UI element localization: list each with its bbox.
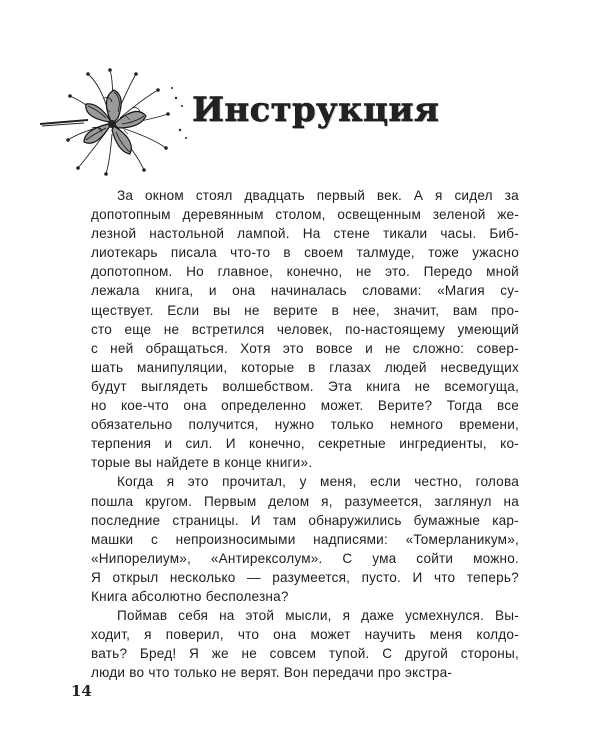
word: еще [124,321,152,337]
word: вы [134,455,153,471]
word: делом [268,493,310,509]
word: научить [364,627,416,643]
word: обязательно [91,417,173,433]
word: сидел [454,188,493,203]
word: Бред! [139,646,177,662]
word: настольной [149,226,225,242]
word: су- [500,283,519,299]
word: Вы- [495,608,519,624]
word: если [370,474,401,490]
text-line [91,530,519,549]
word: конечно, [286,264,343,280]
word: тупой. [328,646,370,662]
word: я, [321,493,333,509]
text-line [91,205,519,224]
word: этой [245,608,275,624]
word: Тогда [446,398,483,414]
word: нужно [274,417,315,433]
word: «Антирексолум». [210,550,323,566]
word: лампой. [237,226,290,242]
word: Биб- [489,226,519,242]
word: это [282,340,304,356]
word: про [377,665,401,681]
word: не [385,340,401,356]
word: передачи [312,665,374,681]
text-line [91,549,519,568]
word: «Нипорелиум», [91,550,192,566]
text-line [91,243,519,262]
text-line [91,358,519,377]
word: верите [273,302,318,318]
word: не [356,264,372,280]
word: стене [333,226,370,242]
word: ко- [500,436,519,452]
word: ужасно [472,245,519,261]
word: экстра- [405,665,453,681]
word: Я [189,646,200,662]
word: талмуде, [356,245,415,261]
text-line [91,587,519,606]
text-line [91,625,519,644]
text-line [91,492,519,511]
word: люди [91,665,126,681]
word: которые [241,359,295,375]
text-line [91,568,519,587]
text-line [91,320,519,339]
word: что [433,569,456,585]
text-line [91,186,519,205]
word: машки [91,531,134,547]
word: обращаться. [145,340,228,356]
word: сто [91,321,113,337]
word: Вон [283,665,309,681]
word: и [365,340,373,356]
word: Когда [117,474,154,490]
word: тикали [382,226,428,242]
word: с [91,340,98,356]
word: словами: [362,283,422,299]
word: С [382,646,393,662]
word: сил. [185,436,213,452]
word: другой [404,646,449,662]
word: времени, [459,417,519,433]
word: она [273,627,297,643]
word: в [331,302,339,318]
word: зеленой [432,207,486,223]
word: «Томерланикум», [405,531,519,547]
word: на [503,493,519,509]
text-line [91,606,519,625]
word: абсолютно [131,588,202,604]
word: несведущих [440,359,519,375]
word: своем [304,245,344,261]
word: вам [452,302,478,318]
text-line [91,339,519,358]
word: только [330,417,374,433]
word: вы [213,302,231,318]
word: это. [385,264,411,280]
chapter-title: Инструкция [192,90,440,130]
word: всемогуща, [444,378,519,394]
word: вовсе [315,340,353,356]
word: верят. [240,665,280,681]
word: может. [320,398,364,414]
word: Я [91,569,102,585]
word: А [413,188,424,203]
word: что [148,665,170,681]
word: Хотя [240,340,271,356]
word: пусто. [361,569,402,585]
word: заглянул [434,493,492,509]
word: И [250,512,261,528]
word: Первым [203,493,257,509]
word: Поймав [117,608,168,624]
word: она [183,398,207,414]
word: книга, [155,283,194,299]
word: лезной [91,226,137,242]
word: поверил, [165,627,224,643]
word: терпения [91,436,152,452]
word: окном [145,188,184,203]
word: может [310,627,351,643]
word: но [91,398,107,414]
word: не [414,378,431,394]
text-line [91,415,519,434]
word: книга [366,378,401,394]
word: сложно: [412,340,465,356]
text-line [91,434,519,453]
word: допотопным [91,207,171,223]
word: За [117,188,134,203]
word: там [272,512,297,528]
word: Верите? [377,398,433,414]
word: выглядеть [141,378,209,394]
word: На [302,226,321,242]
word: ходит, [91,627,131,643]
word: в [308,359,316,375]
word: двадцать [244,188,305,203]
word: что [237,627,260,643]
word: лиотекарь [91,245,158,261]
word: кругом. [145,493,193,509]
word: колдо- [476,627,519,643]
word: освещенным [337,207,422,223]
word: «Магия [437,283,485,299]
page-number: 14 [71,682,92,700]
word: же- [497,207,519,223]
word: голова [475,474,519,490]
word: получится, [188,417,259,433]
word: я [435,188,443,203]
word: нее, [352,302,380,318]
word: меня, [320,474,357,490]
word: ней [110,340,134,356]
word: начиналась [270,283,347,299]
word: найдете [156,455,209,471]
word: кар- [492,512,519,528]
word: последние [91,512,161,528]
word: про- [491,302,519,318]
word: открыл [112,569,159,585]
word: С [342,550,353,566]
word: И [225,436,236,452]
word: можно. [473,550,519,566]
word: — [247,569,261,585]
chapter-body [91,186,519,682]
word: торые [91,455,131,471]
word: ингредиенты, [399,436,487,452]
word: шать [91,359,124,375]
word: глазах [329,359,372,375]
word: секретные [318,436,386,452]
word: непроизносимыми [175,531,296,547]
word: стоял [195,188,233,203]
text-line [91,644,519,663]
word: конце [224,455,262,471]
word: сойти [416,550,454,566]
text-line [91,377,519,396]
word: мной [486,264,519,280]
word: мысли, [285,608,332,624]
word: Если [167,302,200,318]
word: Книга [91,588,128,604]
word: несколько [169,569,236,585]
word: в [212,455,221,471]
word: книги». [265,455,313,471]
word: совер- [476,340,519,356]
word: теперь? [466,569,519,585]
word: манипуляции, [137,359,228,375]
word: по-настоящему [345,321,445,337]
word: разумеется, [272,569,351,585]
word: деревянным [182,207,264,223]
word: век. [376,188,403,203]
chapter-header [40,68,560,178]
text-line [91,472,519,491]
word: ществует. [91,302,154,318]
word: я [144,627,152,643]
word: стороны, [460,646,519,662]
word: столом, [275,207,326,223]
word: и [164,436,173,452]
word: меня [429,627,463,643]
word: только [173,665,217,681]
text-line [91,663,519,682]
word: не [163,321,180,337]
word: разумеется, [344,493,423,509]
word: не [241,646,257,662]
word: это [187,474,209,490]
word: честно, [414,474,463,490]
word: главное, [217,264,273,280]
word: обнаружились [308,512,402,528]
word: бумажные [413,512,481,528]
word: прочитал, [222,474,287,490]
word: людей [384,359,427,375]
spider-lily-icon [40,68,200,178]
word: писала [170,245,217,261]
word: во [129,665,145,681]
word: в [283,245,291,261]
word: ума [372,550,397,566]
word: Но [186,264,204,280]
word: бесполезна? [205,588,289,604]
text-line [91,301,519,320]
word: за [504,188,519,203]
word: Эта [327,378,352,394]
word: что-то [230,245,271,261]
word: усмехнулся. [405,608,485,624]
word: лежала [91,283,140,299]
word: у [299,474,307,490]
word: вать? [91,646,128,662]
word: не [244,302,260,318]
word: умеющий [457,321,519,337]
word: будут [91,378,127,394]
word: надписями: [313,531,388,547]
text-line [91,281,519,300]
word: и [208,283,217,299]
word: человек, [276,321,333,337]
word: она [232,283,256,299]
word: допотопном. [91,264,173,280]
word: страницы. [172,512,239,528]
text-line [91,511,519,530]
word: первый [316,188,365,203]
word: себя [178,608,209,624]
word: я [166,474,175,490]
word: даже [361,608,395,624]
word: совсем [269,646,317,662]
text-line [91,262,519,281]
text-line [91,396,519,415]
text-line [91,224,519,243]
word: определенно [221,398,307,414]
word: же [211,646,229,662]
word: не [221,665,237,681]
word: часы. [440,226,477,242]
word: кое-что [120,398,169,414]
word: встретился [191,321,265,337]
word: И [412,569,423,585]
word: все [496,398,519,414]
word: немного [389,417,444,433]
word: пошла [91,493,134,509]
word: тоже [428,245,460,261]
word: я [342,608,351,624]
word: значит, [393,302,440,318]
word: на [219,608,235,624]
word: с [150,531,158,547]
word: Передо [423,264,473,280]
word: волшебством. [222,378,314,394]
word: конечно, [249,436,305,452]
text-line [91,453,519,472]
